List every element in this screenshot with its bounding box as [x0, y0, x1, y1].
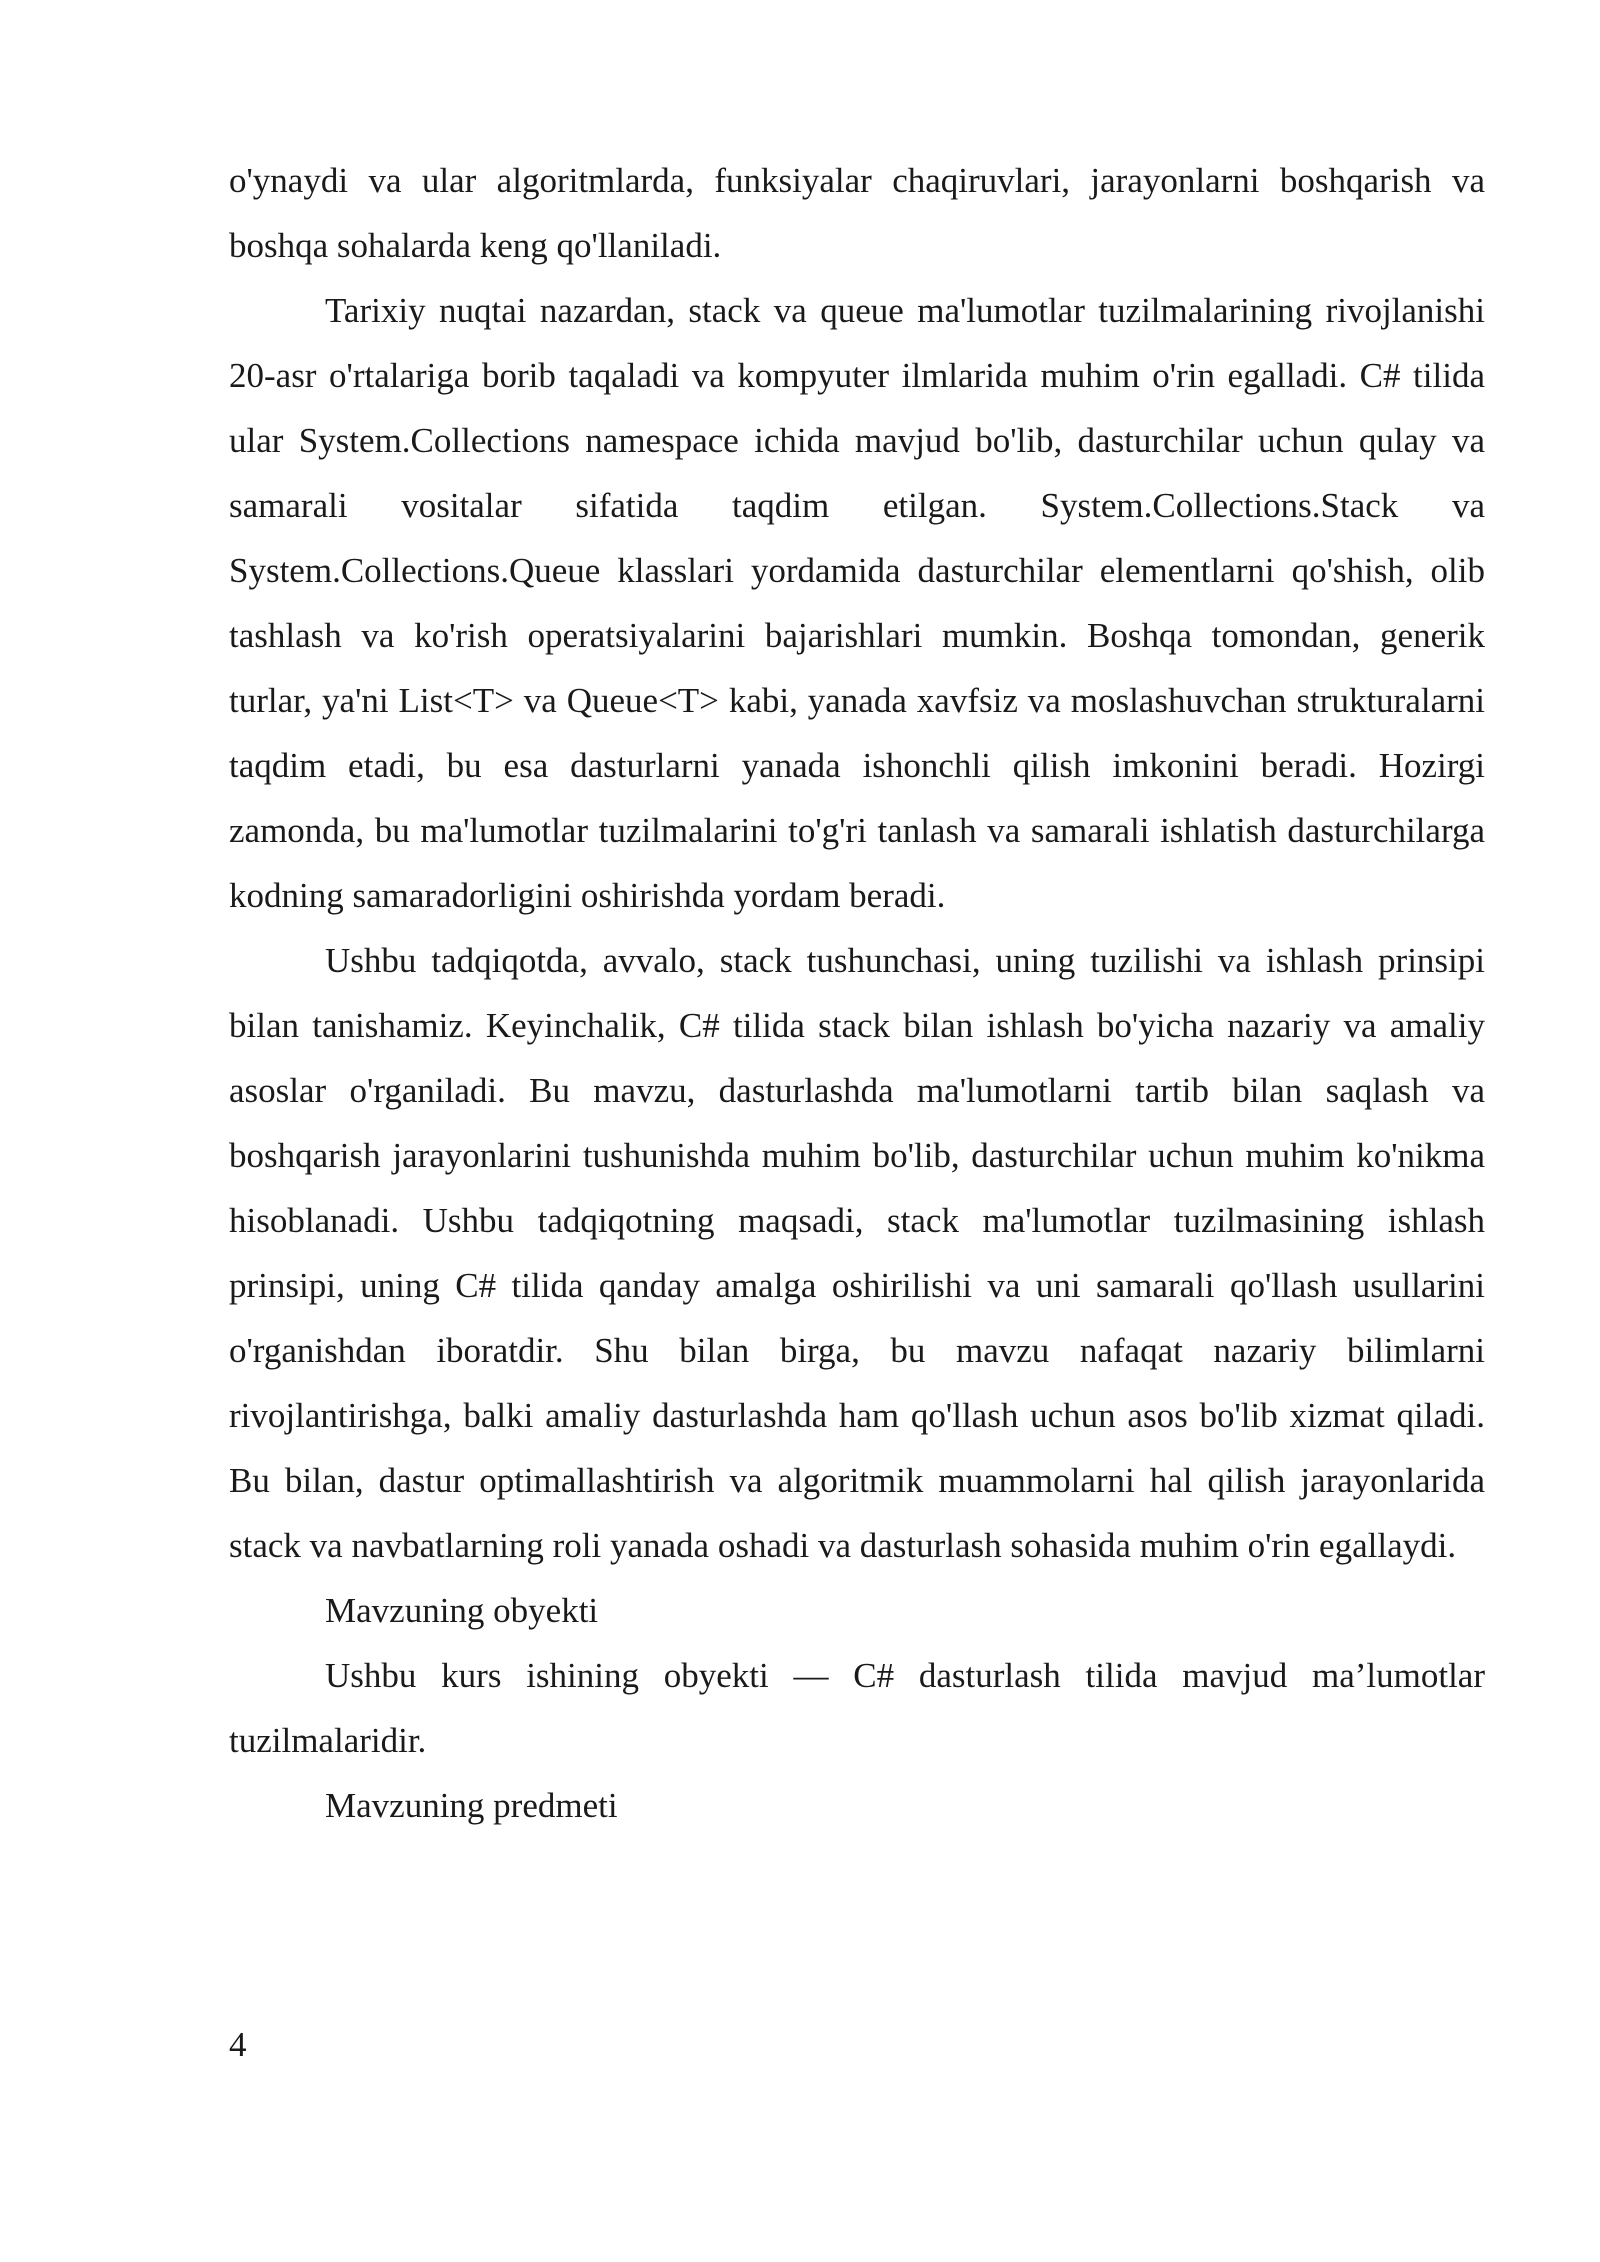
paragraph-object: Ushbu kurs ishining obyekti — C# dasturlash tilida mavjud ma’lumotlar tuzilmalaridir. — [229, 1656, 1485, 1760]
document-page — [229, 148, 1485, 1838]
paragraph-continuation: o'ynaydi va ular algoritmlarda, funksiyalar chaqiruvlari, jarayonlarni boshqarish va boshqa sohalarda keng qo'llaniladi. — [229, 161, 1485, 265]
page-number: 4 — [229, 2025, 247, 2064]
paragraph-history: Tarixiy nuqtai nazardan, stack va queue ma'lumotlar tuzilmalarining rivojlanishi 20-asr o'rtalariga borib taqaladi va kompyuter ilmlarida muhim o'rin egalladi. C# tilida ular System.Collections namespace ichida mavjud bo'lib, dasturchilar uchun qulay va samarali vositalar sifatida taqdim etilgan. System.Collections.Stack va System.Collections.Queue klasslari yordamida dasturchilar elementlarni qo'shish, olib tashlash va ko'rish operatsiyalarini bajarishlari mumkin. Boshqa tomondan, generik turlar, ya'ni List<T> va Queue<T> kabi, yanada xavfsiz va moslashuvchan strukturalarni taqdim etadi, bu esa dasturlarni yanada ishonchli qilish imkonini beradi. Hozirgi zamonda, bu ma'lumotlar tuzilmalarini to'g'ri tanlash va samarali ishlatish dasturchilarga kodning samaradorligini oshirishda yordam beradi. — [229, 291, 1485, 915]
paragraph-research: Ushbu tadqiqotda, avvalo, stack tushunchasi, uning tuzilishi va ishlash prinsipi bilan tanishamiz. Keyinchalik, C# tilida stack bilan ishlash bo'yicha nazariy va amaliy asoslar o'rganiladi. Bu mavzu, dasturlashda ma'lumotlarni tartib bilan saqlash va boshqarish jarayonlarini tushunishda muhim bo'lib, dasturchilar uchun muhim ko'nikma hisoblanadi. Ushbu tadqiqotning maqsadi, stack ma'lumotlar tuzilmasining ishlash prinsipi, uning C# tilida qanday amalga oshirilishi va uni samarali qo'llash usullarini o'rganishdan iboratdir. Shu bilan birga, bu mavzu nafaqat nazariy bilimlarni rivojlantirishga, balki amaliy dasturlashda ham qo'llash uchun asos bo'lib xizmat qiladi. Bu bilan, dastur optimallashtirish va algoritmik muammolarni hal qilish jarayonlarida stack va navbatlarning roli yanada oshadi va dasturlash sohasida muhim o'rin egallaydi. — [229, 941, 1485, 1565]
heading-subject-object: Mavzuning obyekti — [325, 1591, 599, 1630]
heading-subject-matter: Mavzuning predmeti — [325, 1786, 618, 1825]
